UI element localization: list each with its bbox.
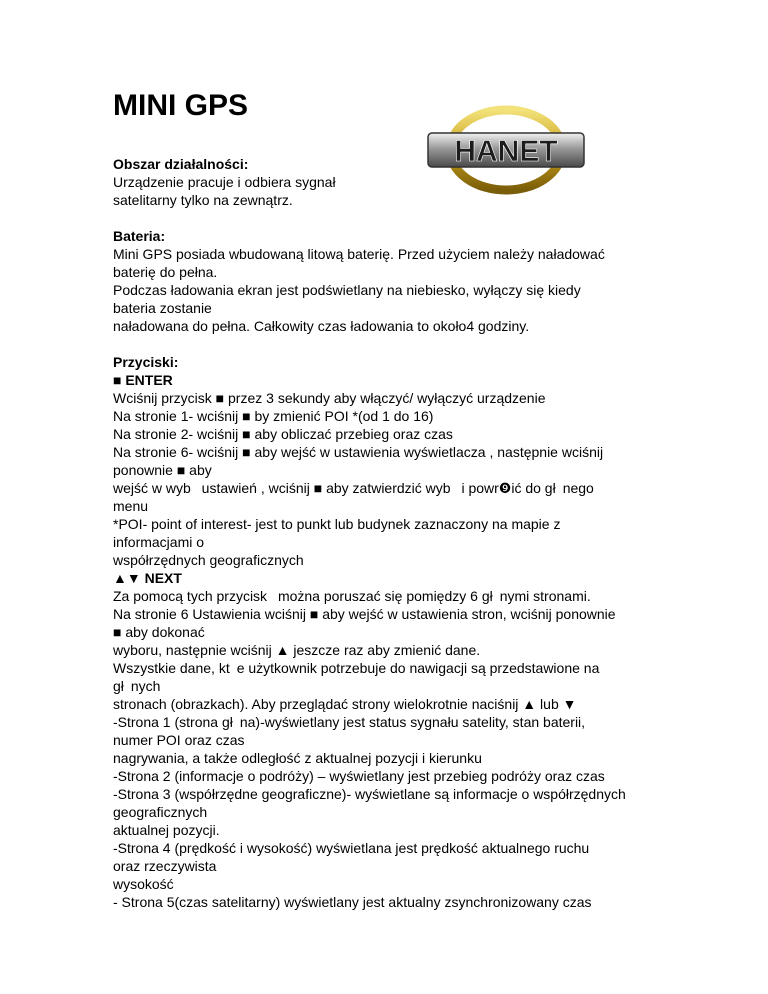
text-line: Na stronie 6 Ustawienia wciśnij ■ aby wejść w ustawienia stron, wciśnij ponownie: [113, 606, 616, 622]
text-line: Urządzenie pracuje i odbiera sygnał: [113, 174, 336, 190]
text-line: współrzędnych geograficznych: [113, 552, 304, 568]
text-line: -Strona 3 (współrzędne geograficzne)- wyświetlane są informacje o współrzędnych: [113, 786, 626, 802]
section-heading-obszar: Obszar działalności:: [113, 156, 249, 172]
text-line: wyboru, następnie wciśnij ▲ jeszcze raz aby zmienić dane.: [113, 642, 481, 658]
subheading-next: ▲▼ NEXT: [113, 570, 182, 586]
text-line: Na stronie 6- wciśnij ■ aby wejść w ustawienia wyświetlacza , następnie wciśnij: [113, 444, 604, 460]
section-heading-przyciski: Przyciski:: [113, 354, 179, 370]
text-line: informacjami o: [113, 534, 205, 550]
text-line: ■ aby dokonać: [113, 624, 205, 640]
logo-text: HANET: [454, 135, 558, 168]
text-line: naładowana do pełna. Całkowity czas ładowania to około4 godziny.: [113, 318, 530, 334]
text-line: menu: [113, 498, 149, 514]
text-line: oraz rzeczywista: [113, 858, 217, 874]
section-heading-bateria: Bateria:: [113, 228, 166, 244]
text-line: Podczas ładowania ekran jest podświetlany na niebiesko, wyłączy się kiedy: [113, 282, 581, 298]
text-line: Wszystkie dane, kt e użytkownik potrzebuje do nawigacji są przedstawione na: [113, 660, 600, 676]
text-line: nagrywania, a także odległość z aktualnej pozycji i kierunku: [113, 750, 482, 766]
page-title: MINI GPS: [113, 89, 249, 122]
text-line: gł nych: [113, 678, 161, 694]
text-line: aktualnej pozycji.: [113, 822, 220, 838]
text-line: Za pomocą tych przycisk można poruszać się pomiędzy 6 gł nymi stronami.: [113, 588, 591, 604]
subheading-enter: ■ ENTER: [113, 372, 173, 388]
text-line: bateria zostanie: [113, 300, 212, 316]
text-line: wejść w wyb ustawień , wciśnij ■ aby zatwierdzić wyb i powr❾ić do gł nego: [113, 480, 594, 496]
text-line: Na stronie 1- wciśnij ■ by zmienić POI *(od 1 do 16): [113, 408, 434, 424]
text-line: baterię do pełna.: [113, 264, 218, 280]
text-line: geograficznych: [113, 804, 208, 820]
text-line: -Strona 2 (informacje o podróży) – wyświetlany jest przebieg podróży oraz czas: [113, 768, 605, 784]
text-line: wysokość: [113, 876, 174, 892]
text-line: numer POI oraz czas: [113, 732, 245, 748]
text-line: -Strona 1 (strona gł na)-wyświetlany jest status sygnału satelity, stan baterii,: [113, 714, 586, 730]
text-line: *POI- point of interest- jest to punkt lub budynek zaznaczony na mapie z: [113, 516, 561, 532]
text-line: Na stronie 2- wciśnij ■ aby obliczać przebieg oraz czas: [113, 426, 453, 442]
document-body: [113, 155, 658, 911]
text-line: - Strona 5(czas satelitarny) wyświetlany jest aktualny zsynchronizowany czas: [113, 894, 592, 910]
text-line: ponownie ■ aby: [113, 462, 212, 478]
text-line: Wciśnij przycisk ■ przez 3 sekundy aby włączyć/ wyłączyć urządzenie: [113, 390, 546, 406]
text-line: -Strona 4 (prędkość i wysokość) wyświetlana jest prędkość aktualnego ruchu: [113, 840, 590, 856]
text-line: satelitarny tylko na zewnątrz.: [113, 192, 293, 208]
text-line: stronach (obrazkach). Aby przeglądać strony wielokrotnie naciśnij ▲ lub ▼: [113, 696, 577, 712]
text-line: Mini GPS posiada wbudowaną litową baterię. Przed użyciem należy naładować: [113, 246, 605, 262]
